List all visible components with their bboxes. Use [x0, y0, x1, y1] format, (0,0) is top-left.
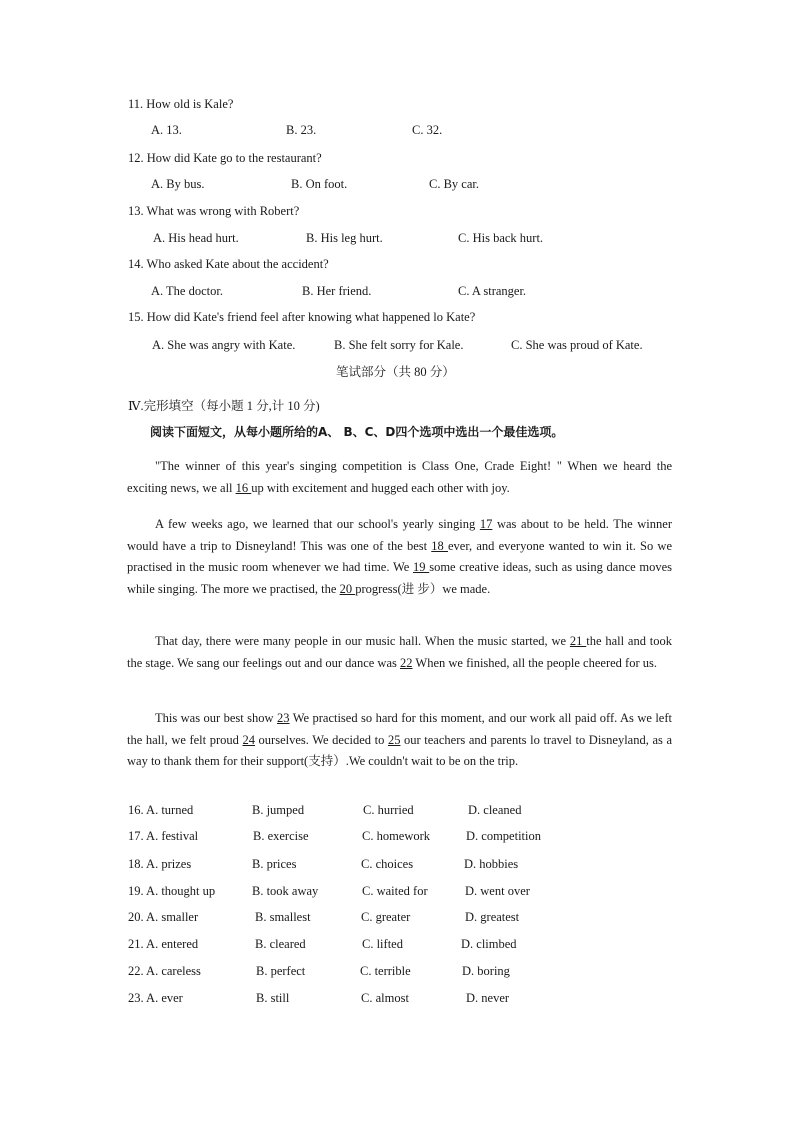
blank-23: 23 [277, 711, 290, 725]
passage-text: our teachers and parents lo travel to Disneyland, as a way to thank them for their support(支持）.We couldn't wait to be on the trip. [127, 732, 672, 768]
option-c: C. choices [361, 857, 414, 871]
option-a: 21. A. entered [128, 937, 199, 951]
blank-20: 20 [339, 581, 356, 596]
option-d: D. never [466, 991, 510, 1005]
option-c: C. almost [361, 991, 409, 1005]
option-b: B. Her friend. [302, 284, 372, 298]
option-b: B. 23. [286, 123, 317, 137]
option-b: B. His leg hurt. [306, 231, 383, 245]
option-a: 22. A. careless [128, 964, 201, 978]
passage-text: up with excitement and hugged each other with joy. [251, 480, 510, 495]
question-text: 12. How did Kate go to the restaurant? [128, 151, 322, 165]
passage-paragraph-3 [127, 631, 672, 674]
passage-text: ever, and everyone wanted to win it. So we practised in the music room whenever we had time. We [127, 538, 672, 574]
option-b: B. On foot. [291, 177, 348, 191]
written-section-header: 笔试部分（共 80 分） [336, 365, 455, 379]
option-b: B. exercise [253, 829, 309, 843]
option-d: D. cleaned [468, 803, 522, 817]
option-d: D. hobbies [464, 857, 519, 871]
question-text: 13. What was wrong with Robert? [128, 204, 300, 218]
option-b: B. She felt sorry for Kale. [334, 338, 464, 352]
option-d: D. boring [462, 964, 510, 978]
option-b: B. still [256, 991, 290, 1005]
option-c: C. greater [361, 910, 411, 924]
option-a: 23. A. ever [128, 991, 183, 1005]
option-c: C. terrible [360, 964, 411, 978]
option-c: C. waited for [362, 884, 428, 898]
question-text: 15. How did Kate's friend feel after knowing what happened lo Kate? [128, 310, 476, 324]
question-text: 11. How old is Kale? [128, 97, 234, 111]
option-a: 20. A. smaller [128, 910, 199, 924]
passage-text: ourselves. We decided to [254, 732, 388, 747]
option-b: B. smallest [255, 910, 311, 924]
option-c: C. His back hurt. [458, 231, 544, 245]
option-d: D. climbed [461, 937, 517, 951]
question-text: 14. Who asked Kate about the accident? [128, 257, 329, 271]
option-d: D. went over [465, 884, 530, 898]
blank-16: 16 [235, 480, 252, 495]
blank-22: 22 [400, 655, 413, 670]
option-a: 19. A. thought up [128, 884, 216, 898]
passage-text: When we finished, all the people cheered for us. [412, 655, 657, 670]
passage-paragraph-1 [127, 456, 672, 499]
option-a: A. His head hurt. [153, 231, 239, 245]
passage-text: This was our best show [155, 711, 277, 725]
section-title: Ⅳ.完形填空（每小题 1 分,计 10 分) [128, 399, 320, 413]
blank-25: 25 [387, 732, 401, 747]
option-b: B. prices [252, 857, 297, 871]
passage-paragraph-2 [127, 514, 672, 600]
option-a: A. The doctor. [151, 284, 223, 298]
blank-24: 24 [242, 732, 255, 747]
option-a: 17. A. festival [128, 829, 199, 843]
option-c: C. She was proud of Kate. [511, 338, 643, 352]
option-c: C. By car. [429, 177, 479, 191]
option-a: A. She was angry with Kate. [152, 338, 296, 352]
option-c: C. 32. [412, 123, 443, 137]
option-b: B. took away [252, 884, 319, 898]
blank-21: 21 [569, 634, 587, 648]
blank-19: 19 [413, 560, 430, 574]
option-d: D. greatest [465, 910, 520, 924]
option-b: B. cleared [255, 937, 306, 951]
option-a: 18. A. prizes [128, 857, 192, 871]
option-c: C. homework [362, 829, 431, 843]
passage-text: was about to be held. The winner would have a trip to Disneyland! This was one of the best [127, 517, 672, 553]
option-d: D. competition [466, 829, 541, 843]
passage-text: "The winner of this year's singing competition is Class One, Crade Eight! " When we heard the exciting news, we all [127, 459, 672, 495]
passage-text: some creative ideas, such as using dance moves while singing. The more we practised, the [127, 560, 673, 596]
blank-18: 18 [431, 538, 448, 553]
instruction: 阅读下面短文，从每小题所给的A、 B、C、D四个选项中选出一个最佳选项。 [150, 425, 564, 439]
passage-text: That day, there were many people in our music hall. When the music started, we [155, 634, 570, 648]
option-b: B. perfect [256, 964, 306, 978]
passage-text: A few weeks ago, we learned that our school's yearly singing [155, 517, 480, 531]
option-c: C. A stranger. [458, 284, 527, 298]
option-b: B. jumped [252, 803, 305, 817]
passage-text: We practised so hard for this moment, and our work all paid off. As we left the hall, we felt proud [127, 711, 672, 747]
passage-text: progress(进 步）we made. [355, 581, 491, 596]
option-a: 16. A. turned [128, 803, 194, 817]
option-c: C. hurried [363, 803, 414, 817]
passage-text: the hall and took the stage. We sang our feelings out and our dance was [127, 634, 672, 670]
blank-17: 17 [479, 517, 493, 531]
option-a: A. By bus. [151, 177, 205, 191]
option-c: C. lifted [362, 937, 403, 951]
option-a: A. 13. [151, 123, 182, 137]
passage-paragraph-4 [127, 708, 672, 773]
